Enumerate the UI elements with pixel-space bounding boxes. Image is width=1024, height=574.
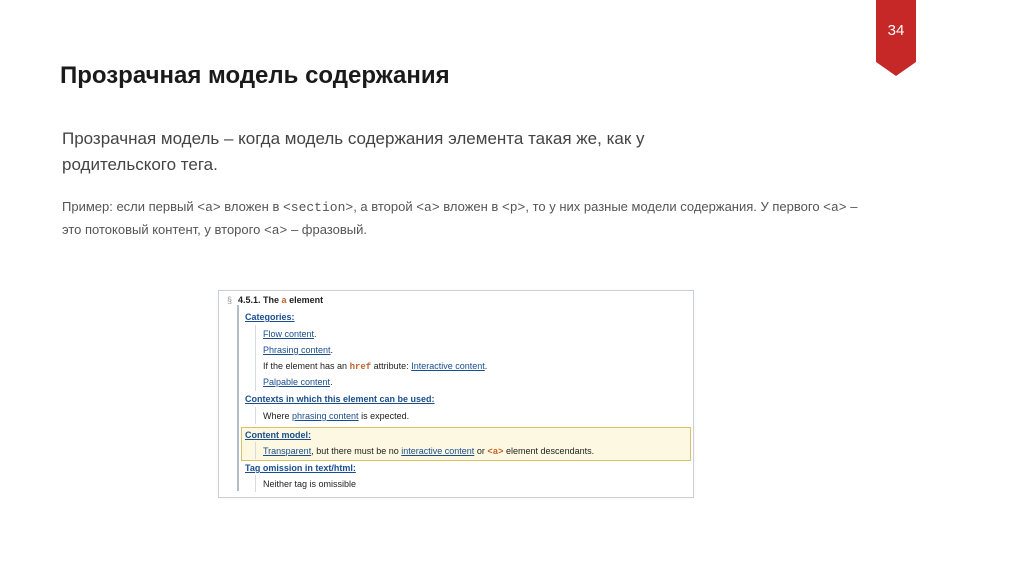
- transparent-link[interactable]: Transparent: [263, 446, 312, 456]
- spec-screenshot: [218, 290, 694, 498]
- spec-left-bar: [237, 305, 239, 491]
- a-tag-code[interactable]: <a>: [487, 447, 504, 457]
- palpable-content-link[interactable]: Palpable content: [263, 377, 331, 387]
- phrasing-content-link[interactable]: Phrasing content: [263, 345, 331, 355]
- tag-a: <a>: [823, 200, 847, 215]
- phrasing-content-link[interactable]: phrasing content: [292, 411, 359, 421]
- heading-text: element: [286, 295, 324, 305]
- categories-label[interactable]: Categories:: [245, 312, 295, 322]
- text: is expected.: [358, 411, 410, 421]
- example-part: вложен в: [439, 199, 502, 214]
- spec-heading: [227, 295, 323, 305]
- text: Where: [263, 411, 293, 421]
- tag-section: <section>: [282, 200, 354, 215]
- dd-bar: [255, 475, 256, 492]
- heading-text: 4.5.1. The: [238, 295, 282, 305]
- categories-item: Phrasing content.: [263, 345, 334, 355]
- text: attribute:: [371, 361, 412, 371]
- heading-element: a: [281, 295, 287, 305]
- example-part: – фразовый.: [287, 222, 367, 237]
- categories-item: If the element has an href attribute: Interactive content.: [263, 361, 488, 372]
- text: If the element has an: [263, 361, 350, 371]
- tag-omission-item: Neither tag is omissible: [263, 479, 357, 489]
- example-part: – это потоковый контент, у второго: [62, 199, 858, 237]
- intro-text: Прозрачная модель – когда модель содержания элемента такая же, как у родительского тега.: [62, 129, 645, 174]
- slide-number-badge: [876, 0, 916, 76]
- content-model-label[interactable]: Content model:: [245, 430, 311, 440]
- dd-bar: [255, 442, 256, 459]
- tag-a: <a>: [416, 200, 440, 215]
- slide-title: Прозрачная модель содержания: [60, 62, 450, 89]
- text: , but there must be no: [311, 446, 402, 456]
- interactive-content-link[interactable]: interactive content: [401, 446, 475, 456]
- tag-a: <a>: [197, 200, 221, 215]
- content-model-item: [263, 446, 594, 457]
- flow-content-link[interactable]: Flow content: [263, 329, 315, 339]
- example-part: , а второй: [353, 199, 417, 214]
- tag-omission-label[interactable]: Tag omission in text/html:: [245, 463, 356, 473]
- example-text: [62, 196, 862, 242]
- example-part: Пример: если первый: [62, 199, 198, 214]
- text: element descendants.: [503, 446, 595, 456]
- text: or: [474, 446, 488, 456]
- slide-number: 34: [887, 22, 905, 39]
- section-mark[interactable]: §: [227, 295, 233, 305]
- tag-a: <a>: [263, 223, 288, 238]
- example-part: вложен в: [220, 199, 283, 214]
- dd-bar: [255, 325, 256, 391]
- interactive-content-link[interactable]: Interactive content: [411, 361, 485, 371]
- example-part: , то у них разные модели содержания. У первого: [525, 199, 824, 214]
- categories-item: Palpable content.: [263, 377, 333, 387]
- contexts-label[interactable]: Contexts in which this element can be used:: [245, 394, 435, 404]
- href-code[interactable]: href: [349, 362, 372, 372]
- categories-item: Flow content.: [263, 329, 317, 339]
- contexts-item: [263, 411, 409, 421]
- tag-p: <p>: [501, 200, 526, 215]
- dd-bar: [255, 407, 256, 424]
